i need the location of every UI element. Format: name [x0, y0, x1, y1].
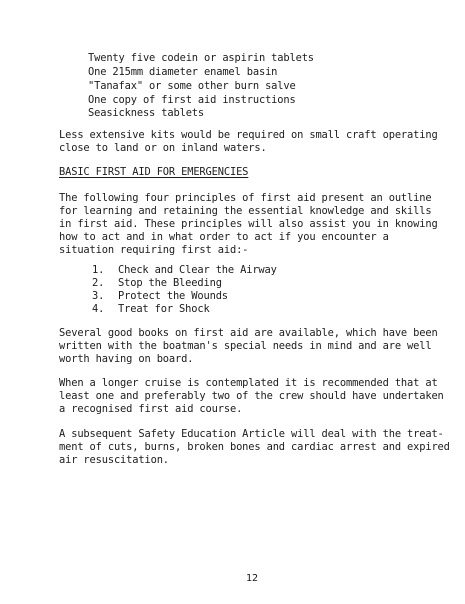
paragraph-line: for learning and retaining the essential knowledge and skills: [59, 205, 432, 217]
paragraph-line: Less extensive kits would be required on small craft operating: [59, 129, 438, 141]
kit-item: "Tanafax" or some other burn salve: [88, 80, 296, 92]
principle-item: [92, 277, 222, 289]
kit-item: Twenty five codein or aspirin tablets: [88, 52, 314, 64]
paragraph-line: air resuscitation.: [59, 454, 169, 466]
paragraph-line: in first aid. These principles will also assist you in knowing: [59, 218, 438, 230]
paragraph-line: close to land or on inland waters.: [59, 142, 267, 154]
paragraph-line: The following four principles of first aid present an outline: [59, 192, 432, 204]
page-number: 12: [246, 573, 259, 584]
principle-item: [92, 303, 210, 315]
paragraph-line: worth having on board.: [59, 353, 194, 365]
principle-text: Protect the Wounds: [118, 290, 228, 302]
paragraph-line: ment of cuts, burns, broken bones and cardiac arrest and expired: [59, 441, 450, 453]
paragraph-line: written with the boatman's special needs in mind and are well: [59, 340, 432, 352]
paragraph-line: A subsequent Safety Education Article will deal with the treat-: [59, 428, 444, 440]
principle-text: Treat for Shock: [118, 303, 210, 315]
principle-number: 1.: [92, 264, 105, 276]
paragraph-line: situation requiring first aid:-: [59, 244, 249, 256]
paragraph-line: how to act and in what order to act if you encounter a: [59, 231, 389, 243]
principle-number: 2.: [92, 277, 105, 289]
principle-item: [92, 264, 277, 276]
principle-text: Check and Clear the Airway: [118, 264, 277, 276]
principle-item: [92, 290, 228, 302]
kit-item: One 215mm diameter enamel basin: [88, 66, 278, 78]
paragraph-line: least one and preferably two of the crew should have undertaken: [59, 390, 444, 402]
principle-number: 4.: [92, 303, 105, 315]
kit-item: One copy of first aid instructions: [88, 94, 296, 106]
principle-number: 3.: [92, 290, 105, 302]
principle-text: Stop the Bleeding: [118, 277, 222, 289]
paragraph-line: Several good books on first aid are available, which have been: [59, 327, 438, 339]
paragraph-line: When a longer cruise is contemplated it is recommended that at: [59, 377, 438, 389]
section-heading: BASIC FIRST AID FOR EMERGENCIES: [59, 166, 249, 178]
paragraph-line: a recognised first aid course.: [59, 403, 243, 415]
kit-item: Seasickness tablets: [88, 107, 205, 119]
